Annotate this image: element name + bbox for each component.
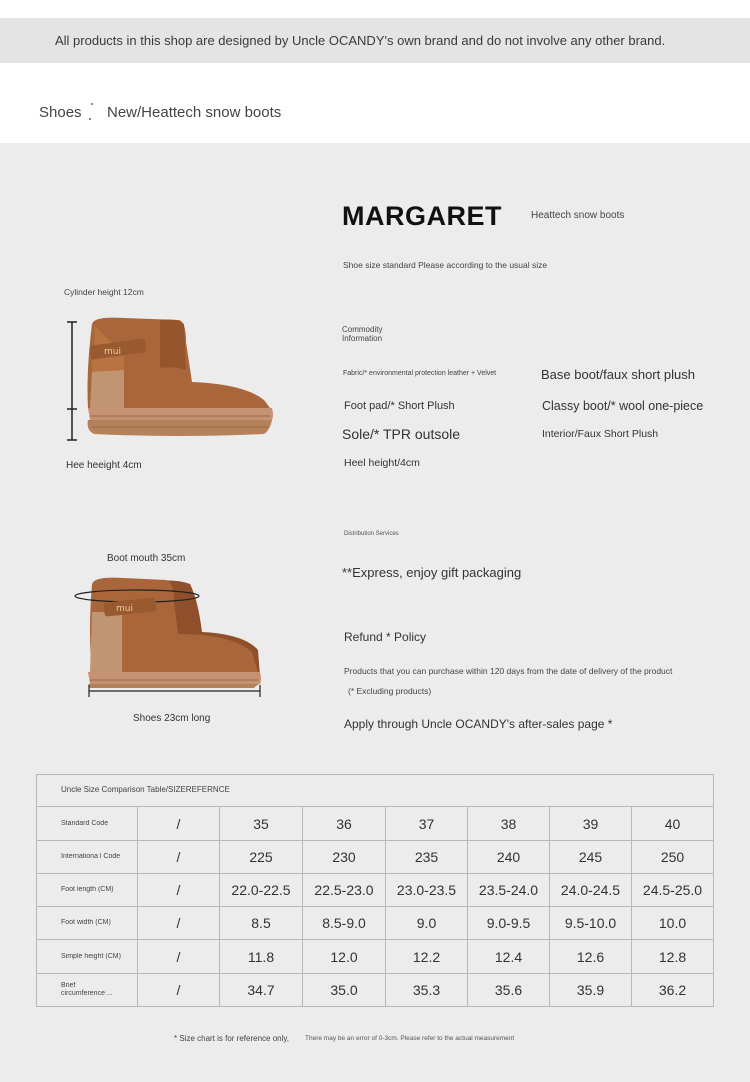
table-cell: 8.5-9.0: [302, 907, 385, 939]
table-title: Uncle Size Comparison Table/SIZEREFERNCE: [61, 785, 230, 794]
table-cell: 24.0-24.5: [549, 874, 631, 906]
row-label-text: Simple height (CM): [61, 952, 121, 960]
table-cell: 34.7: [219, 974, 302, 1006]
boot-pair-image: [74, 572, 274, 710]
boot-logo-text: mui: [116, 604, 133, 614]
table-cell: 36: [302, 807, 385, 840]
row-separator: /: [137, 874, 219, 906]
row-label-text: Internationa l Code: [61, 853, 121, 860]
heel-height-spec: Heel height/4cm: [344, 457, 420, 469]
row-label: [37, 940, 137, 973]
table-cell: 35.6: [467, 974, 549, 1006]
table-cell: 23.0-23.5: [385, 874, 467, 906]
size-chart-note: * Size chart is for reference only,: [174, 1034, 290, 1043]
breadcrumb-separator: [91, 103, 93, 105]
foot-pad-spec: Foot pad/* Short Plush: [344, 400, 455, 412]
table-cell: 240: [467, 841, 549, 873]
interior-spec: Interior/Faux Short Plush: [542, 428, 659, 440]
table-cell: 245: [549, 841, 631, 873]
table-cell: 235: [385, 841, 467, 873]
product-subtitle: Heattech snow boots: [531, 210, 625, 221]
top-spacer: [0, 0, 750, 18]
refund-policy-title: Refund * Policy: [344, 630, 427, 644]
table-cell: 12.8: [631, 940, 713, 973]
row-label-text: Brief circumference ...: [61, 982, 113, 997]
boot-logo-text: mui: [104, 347, 121, 357]
row-label: [37, 807, 137, 840]
distribution-services-label: Distribution Services: [344, 531, 399, 537]
table-row: [37, 906, 713, 939]
classy-boot-spec: Classy boot/* wool one-piece: [542, 399, 704, 413]
table-cell: 12.0: [302, 940, 385, 973]
table-cell: 22.5-23.0: [302, 874, 385, 906]
row-separator: /: [137, 974, 219, 1006]
table-cell: 23.5-24.0: [467, 874, 549, 906]
breadcrumb-current[interactable]: New/Heattech snow boots: [107, 104, 282, 121]
table-cell: 35: [219, 807, 302, 840]
table-cell: 10.0: [631, 907, 713, 939]
table-cell: 35.3: [385, 974, 467, 1006]
table-cell: 12.2: [385, 940, 467, 973]
table-cell: 12.4: [467, 940, 549, 973]
table-cell: 225: [219, 841, 302, 873]
boot-side-image: [64, 312, 276, 444]
heel-height-label: Hee heeight 4cm: [66, 460, 142, 471]
express-text: **Express, enjoy gift packaging: [342, 565, 522, 580]
after-sales-note: Apply through Uncle OCANDY's after-sales page *: [344, 717, 613, 731]
row-label-text: Standard Code: [61, 819, 109, 827]
table-row: [37, 806, 713, 840]
breadcrumb-separator: [89, 118, 91, 120]
product-name: MARGARET: [342, 201, 502, 231]
table-row: [37, 939, 713, 973]
table-cell: 9.0: [385, 907, 467, 939]
shoe-length-label: Shoes 23cm long: [133, 713, 211, 724]
table-cell: 12.6: [549, 940, 631, 973]
table-cell: 37: [385, 807, 467, 840]
size-standard-note: Shoe size standard Please according to the usual size: [343, 260, 548, 270]
base-boot-spec: Base boot/faux short plush: [541, 367, 695, 382]
table-row: [37, 873, 713, 906]
table-cell: 8.5: [219, 907, 302, 939]
table-cell: 9.5-10.0: [549, 907, 631, 939]
row-separator: /: [137, 807, 219, 840]
table-cell: 40: [631, 807, 713, 840]
commodity-info-label: Commodity Information: [342, 325, 383, 343]
table-cell: 11.8: [219, 940, 302, 973]
refund-exclusion-note: (* Excluding products): [348, 686, 432, 696]
table-row: [37, 840, 713, 873]
row-separator: /: [137, 940, 219, 973]
cylinder-height-label: Cylinder height 12cm: [64, 287, 144, 297]
sole-spec: Sole/* TPR outsole: [342, 426, 461, 442]
table-cell: 9.0-9.5: [467, 907, 549, 939]
table-cell: 38: [467, 807, 549, 840]
size-comparison-table: [36, 774, 714, 1007]
row-label: [37, 874, 137, 906]
breadcrumb: [0, 63, 750, 143]
table-cell: 35.9: [549, 974, 631, 1006]
row-label-text: Foot length (CM): [61, 886, 114, 893]
table-cell: 39: [549, 807, 631, 840]
row-label-text: Foot width (CM): [61, 919, 111, 926]
breadcrumb-category[interactable]: Shoes: [39, 104, 82, 121]
table-cell: 250: [631, 841, 713, 873]
row-separator: /: [137, 907, 219, 939]
row-label: [37, 841, 137, 873]
table-cell: 36.2: [631, 974, 713, 1006]
table-row: [37, 973, 713, 1006]
row-label: [37, 974, 137, 1006]
refund-policy-description: Products that you can purchase within 120 days from the date of delivery of the product: [344, 666, 673, 676]
table-cell: 230: [302, 841, 385, 873]
fabric-spec: Fabric/* environmental protection leather + Velvet: [343, 370, 497, 377]
brand-notice: All products in this shop are designed by Uncle OCANDY's own brand and do not involve any other brand.: [55, 33, 666, 48]
table-cell: 22.0-22.5: [219, 874, 302, 906]
row-label: [37, 907, 137, 939]
boot-mouth-label: Boot mouth 35cm: [107, 553, 186, 564]
row-separator: /: [137, 841, 219, 873]
table-cell: 35.0: [302, 974, 385, 1006]
table-cell: 24.5-25.0: [631, 874, 713, 906]
measurement-error-note: There may be an error of 0-3cm. Please refer to the actual measurement: [305, 1035, 515, 1042]
